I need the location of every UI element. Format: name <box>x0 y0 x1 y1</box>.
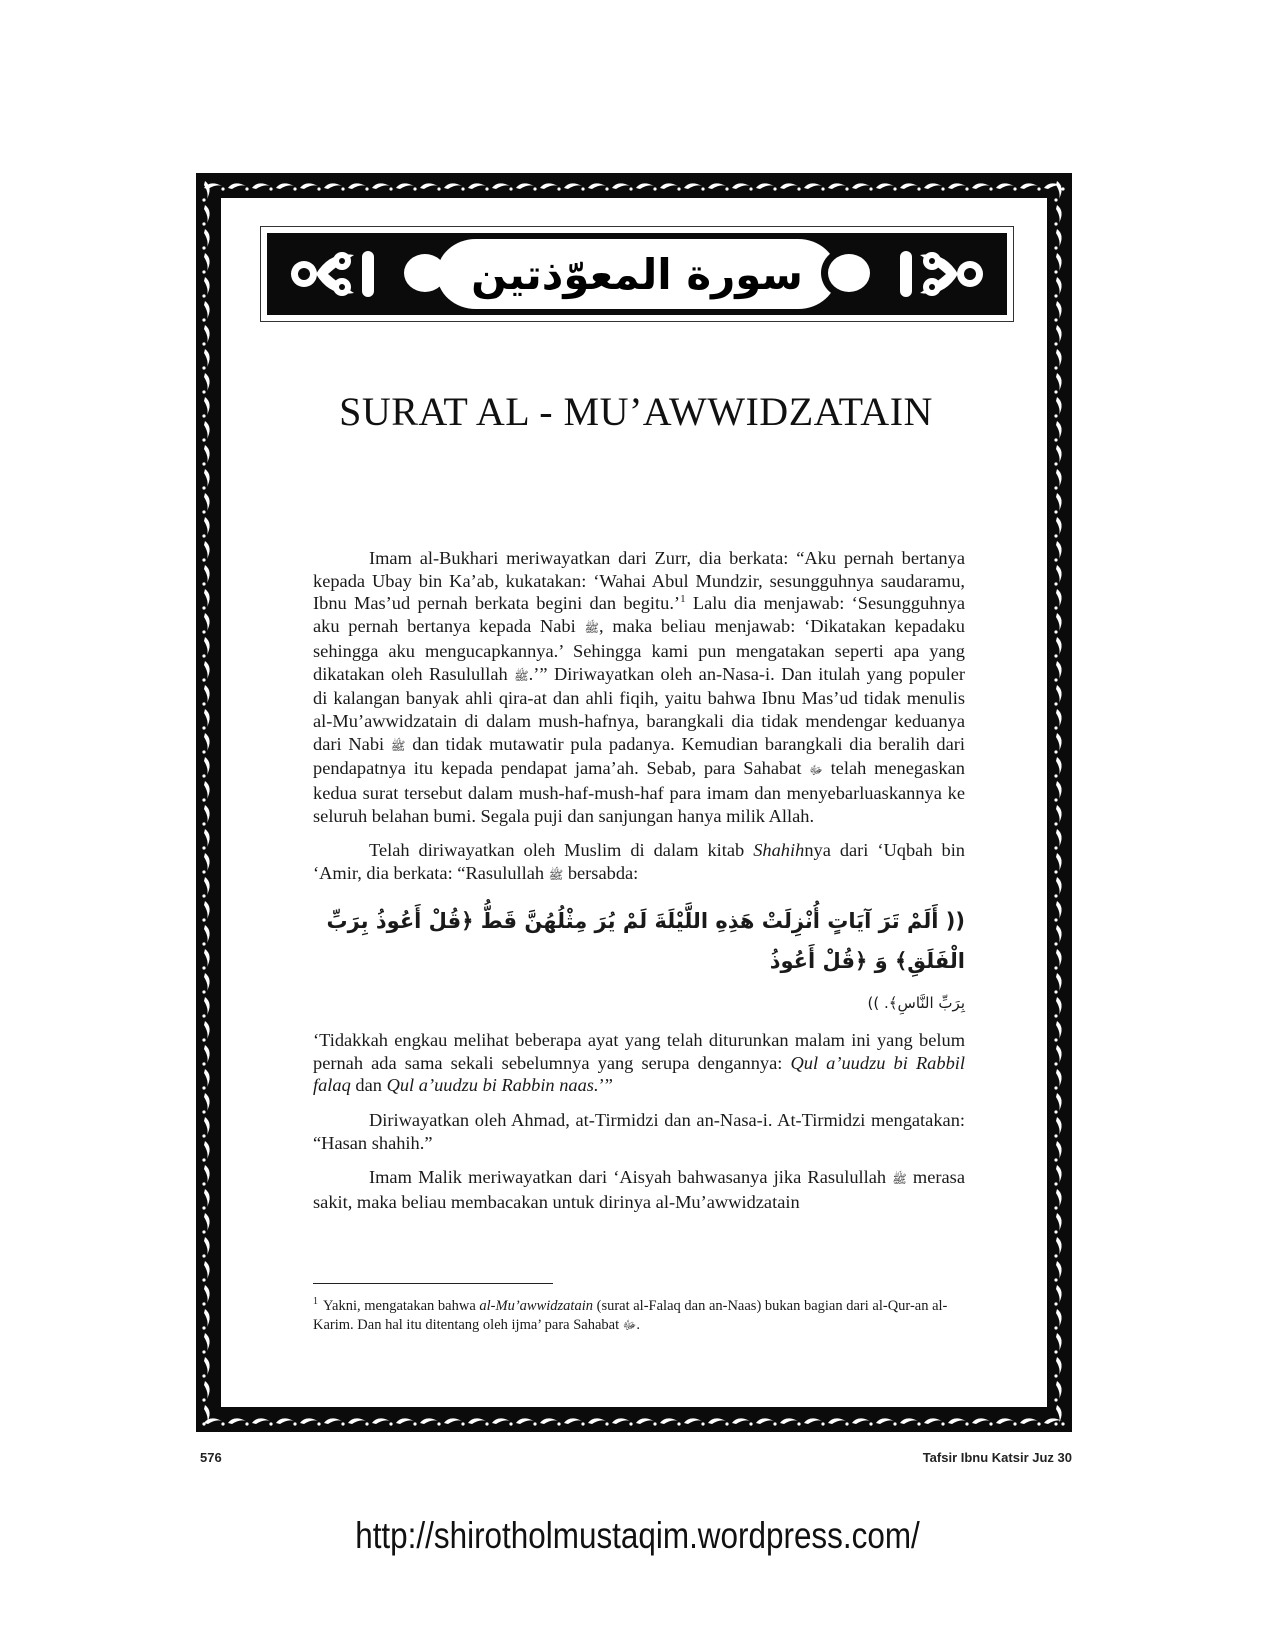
text-span: merasa sakit, maka beliau membacakan untuk dirinya al-Mu’awwidzatain <box>313 1167 966 1213</box>
text-span: ‘Tidakkah engkau melihat beberapa ayat yang telah diturunkan malam ini yang belum pernah ada sama sekali sebelumnya yang serupa dengannya: <box>313 1029 965 1073</box>
text-span: dan tidak mutawatir pula padanya. Kemudian barangkali dia beralih dari pendapatnya itu kepada pendapat jama’ah. Sebab, para Sahabat <box>313 733 965 779</box>
text-span: Lalu dia menjawab: ‘Sesungguhnya aku pernah bertanya kepada Nabi <box>313 593 966 637</box>
page-title: SURAT AL - MU’AWWIDZATAIN <box>339 389 933 434</box>
salawat-honorific-icon: ﷺ <box>892 1172 907 1187</box>
text-span: Telah diriwayatkan oleh Muslim di dalam kitab <box>369 840 754 861</box>
rope-border-icon <box>202 1413 1066 1427</box>
paragraph-3-translation <box>313 1029 965 1097</box>
text-span: dan <box>350 1075 387 1096</box>
paragraph-5 <box>313 1166 965 1213</box>
salawat-honorific-icon: ﷺ <box>584 621 599 636</box>
paragraph-4: Diriwayatkan oleh Ahmad, at-Tirmidzi dan an-Nasa-i. At-Tirmidzi mengatakan: “Hasan shahih.” <box>313 1109 965 1153</box>
salawat-honorific-icon: ﷺ <box>548 868 564 883</box>
surah-header-banner <box>260 226 1014 322</box>
text-span: Imam Malik meriwayatkan dari ‘Aisyah bahwasanya jika Rasulullah <box>369 1167 893 1188</box>
rope-border-icon <box>1053 179 1067 1426</box>
footnote-number: 1 <box>313 1296 318 1307</box>
italic-term: Qul a’uudzu bi Rabbin naas. <box>386 1075 599 1096</box>
text-span: telah menegaskan kedua surat tersebut dalam mush-haf-mush-haf para imam dan menyebarluaskannya ke seluruh belahan bumi. Segala puji dan sanjungan hanya milik Allah. <box>313 758 965 826</box>
ring-ornament-icon <box>821 247 877 299</box>
salawat-honorific-icon: ﷺ <box>390 738 406 753</box>
paragraph-1 <box>313 547 965 827</box>
salawat-honorific-icon: ﷺ <box>514 668 529 683</box>
text-span: (surat al-Falaq dan an-Naas) bukan bagian dari al-Qur-an al-Karim. Dan hal itu ditentang oleh ijma’ para Sahabat <box>313 1297 948 1333</box>
arabic-surah-title: سورة المعوّذتين <box>471 249 803 299</box>
text-span: Yakni, mengatakan bahwa <box>323 1297 480 1314</box>
footnote-divider <box>313 1283 553 1284</box>
page-number: 576 <box>200 1450 222 1465</box>
rope-border-icon <box>201 179 215 1426</box>
text-span: Imam al-Bukhari meriwayatkan dari Zurr, dia berkata: “Aku pernah bertanya kepada Ubay bin Ka’ab, kukatakan: ‘Wahai Abul Mundzir, sesungguhnya saudaramu, Ibnu Mas’ud pernah berkata begini dan begitu.’ <box>313 548 965 614</box>
banner-background <box>267 233 1007 315</box>
text-span: nya dari ‘Uqbah bin ‘Amir, dia berkata: “Rasulullah <box>313 840 965 884</box>
arabic-hadith-line-2: بِرَبِّ النَّاسِ﴾. )) <box>867 993 965 1012</box>
italic-term: Shahih <box>753 840 805 861</box>
body-text <box>313 547 965 1214</box>
italic-term: al-Mu’awwidzatain <box>479 1297 593 1314</box>
italic-term: Qul a’uudzu bi Rabbil falaq <box>313 1052 965 1096</box>
footnote-reference[interactable]: 1 <box>680 593 686 606</box>
text-span: ’” <box>598 1075 613 1096</box>
paragraph-2 <box>313 839 965 886</box>
banner-title-cartouche <box>437 239 837 309</box>
text-span: bersabda: <box>563 863 639 884</box>
rope-border-icon <box>202 178 1066 192</box>
running-footer-book-title: Tafsir Ibnu Katsir Juz 30 <box>922 1450 1072 1465</box>
footnote <box>313 1292 973 1335</box>
text-span: , maka beliau menjawab: ‘Dikatakan kepadaku sehingga aku mengucapkannya.’ Sehingga kami pun mengatakan seperti apa yang dikatakan oleh Rasulullah <box>313 616 965 684</box>
text-span: . <box>636 1316 640 1333</box>
radhiyallahu-honorific-icon: ﷻ <box>809 763 823 778</box>
arabesque-ornament-icon <box>887 239 997 309</box>
arabesque-ornament-icon <box>277 239 387 309</box>
text-span: .’” Diriwayatkan oleh an-Nasa-i. Dan itulah yang populer di kalangan banyak ahli qira-at dan ahli fiqih, yaitu bahwa Ibnu Mas’ud tidak menulis al-Mu’awwidzatain di dalam mush-hafnya, barangkali dia tidak mendengar keduanya dari Nabi <box>313 663 965 754</box>
radhiyallahu-honorific-icon: ﷻ <box>622 1317 637 1332</box>
arabic-hadith-line-1: (( أَلَمْ تَرَ آيَاتٍ أُنْزِلَتْ هَذِهِ اللَّيْلَةَ لَمْ يُرَ مِثْلُهُنَّ قَطُّ ﴿قُلْ أَعُوذُ بِرَبِّ الْفَلَقِ﴾ وَ ﴿قُلْ أَعُوذُ <box>326 908 965 973</box>
watermark-url[interactable]: http://shirotholmustaqim.wordpress.com/ <box>355 1515 920 1556</box>
